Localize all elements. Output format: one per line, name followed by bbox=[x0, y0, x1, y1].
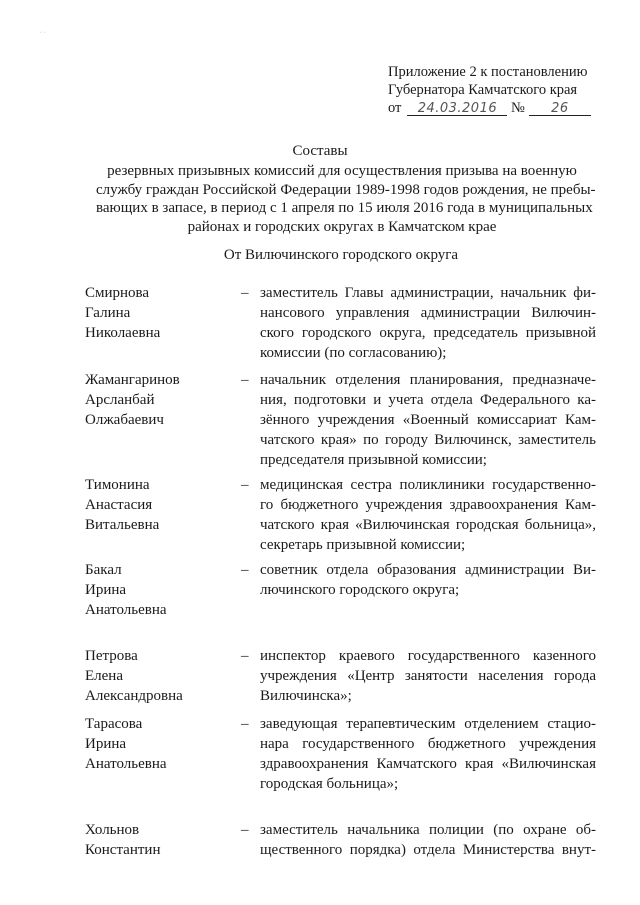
member-name bbox=[85, 714, 167, 774]
position-line: зённого учреждения «Военный комиссариат Кам- bbox=[260, 412, 596, 428]
position-line: го бюджетного учреждения здравоохранения Кам- bbox=[260, 497, 596, 513]
number-value: 26 bbox=[551, 101, 569, 116]
member-name bbox=[85, 370, 180, 430]
member-first-name: Ирина bbox=[85, 736, 127, 752]
position-line: инспектор краевого государственного казенного bbox=[260, 648, 596, 664]
position-line: городская больница»; bbox=[260, 776, 399, 792]
member-surname: Тимонина bbox=[85, 477, 150, 493]
attachment-header bbox=[388, 63, 591, 117]
member-position bbox=[260, 646, 596, 706]
position-line: ния, подготовки и учета отдела Федерального ка- bbox=[260, 392, 596, 408]
member-surname: Жамангаринов bbox=[85, 372, 180, 388]
document-subtitle bbox=[96, 162, 596, 236]
dash-separator: – bbox=[241, 822, 249, 838]
member-surname: Смирнова bbox=[85, 285, 150, 301]
member-patronymic: Анатольевна bbox=[85, 756, 167, 772]
member-first-name: Елена bbox=[85, 668, 123, 684]
subtitle-line: вающих в запасе, в период с 1 апреля по 15 июля 2016 года в муниципальных bbox=[96, 200, 593, 216]
subtitle-line: резервных призывных комиссий для осуществления призыва на военную bbox=[107, 163, 577, 179]
dash-separator: – bbox=[241, 562, 249, 578]
member-first-name: Галина bbox=[85, 305, 131, 321]
position-line: чатского края» по городу Вилючинск, заместитель bbox=[260, 432, 596, 448]
number-field bbox=[529, 99, 591, 116]
position-line: щественного порядка) отдела Министерства внут- bbox=[260, 842, 596, 858]
section-title: От Вилючинского городского округа bbox=[223, 247, 459, 263]
position-line: начальник отделения планирования, предназначе- bbox=[260, 372, 596, 388]
member-first-name: Анастасия bbox=[85, 497, 153, 513]
position-line: секретарь призывной комиссии; bbox=[260, 537, 466, 553]
from-label: от bbox=[388, 100, 402, 116]
member-surname: Хольнов bbox=[85, 822, 140, 838]
position-line: медицинская сестра поликлиники государственно- bbox=[260, 477, 596, 493]
attachment-line-1: Приложение 2 к постановлению bbox=[388, 64, 588, 80]
member-position bbox=[260, 283, 596, 363]
position-line: учреждения «Центр занятости населения города bbox=[260, 668, 596, 684]
member-name bbox=[85, 820, 160, 860]
position-line: нара государственного бюджетного учреждения bbox=[260, 736, 596, 752]
member-name bbox=[85, 560, 167, 620]
member-position bbox=[260, 475, 596, 555]
position-line: комиссии (по согласованию); bbox=[260, 345, 447, 361]
date-value: 24.03.2016 bbox=[417, 101, 498, 116]
member-first-name: Ирина bbox=[85, 582, 127, 598]
dash-separator: – bbox=[241, 716, 249, 732]
number-label: № bbox=[511, 100, 525, 116]
member-first-name: Константин bbox=[85, 842, 161, 858]
position-line: заместитель начальника полиции (по охране об- bbox=[260, 822, 596, 838]
position-line: чатского края «Вилючинская городская больница», bbox=[260, 517, 596, 533]
position-line: ского городского округа, председатель призывной bbox=[260, 325, 596, 341]
position-line: заместитель Главы администрации, начальник фи- bbox=[260, 285, 596, 301]
member-surname: Тарасова bbox=[85, 716, 143, 732]
date-field bbox=[407, 99, 507, 116]
subtitle-line: службу граждан Российской Федерации 1989-1998 годов рождения, не пребы- bbox=[96, 181, 596, 198]
member-position bbox=[260, 370, 596, 470]
position-line: советник отдела образования администрации Ви- bbox=[260, 562, 596, 578]
scan-corner-mark: · · bbox=[40, 30, 46, 36]
dash-separator: – bbox=[241, 477, 249, 493]
attachment-line-2: Губернатора Камчатского края bbox=[388, 82, 578, 98]
attachment-date-line bbox=[388, 99, 591, 117]
subtitle-line: районах и городских округах в Камчатском крае bbox=[187, 218, 497, 235]
member-patronymic: Александровна bbox=[85, 688, 183, 704]
member-position bbox=[260, 560, 596, 600]
position-line: нансового управления администрации Вилючин- bbox=[260, 305, 596, 321]
position-line: Вилючинска»; bbox=[260, 688, 352, 704]
member-position bbox=[260, 820, 596, 860]
document-title: Составы bbox=[292, 143, 348, 159]
member-surname: Бакал bbox=[85, 562, 122, 578]
member-surname: Петрова bbox=[85, 648, 138, 664]
position-line: лючинского городского округа; bbox=[260, 582, 460, 598]
member-name bbox=[85, 283, 160, 343]
dash-separator: – bbox=[241, 648, 249, 664]
dash-separator: – bbox=[241, 372, 249, 388]
position-line: заведующая терапевтическим отделением стацио- bbox=[260, 716, 596, 732]
member-patronymic: Витальевна bbox=[85, 517, 160, 533]
member-name bbox=[85, 646, 183, 706]
position-line: председателя призывной комиссии; bbox=[260, 452, 487, 468]
member-patronymic: Анатольевна bbox=[85, 602, 167, 618]
member-position bbox=[260, 714, 596, 794]
member-patronymic: Николаевна bbox=[85, 325, 161, 341]
member-first-name: Арсланбай bbox=[85, 392, 155, 408]
position-line: здравоохранения Камчатского края «Вилючинская bbox=[260, 756, 596, 772]
member-name bbox=[85, 475, 159, 535]
dash-separator: – bbox=[241, 285, 249, 301]
member-patronymic: Олжабаевич bbox=[85, 412, 164, 428]
